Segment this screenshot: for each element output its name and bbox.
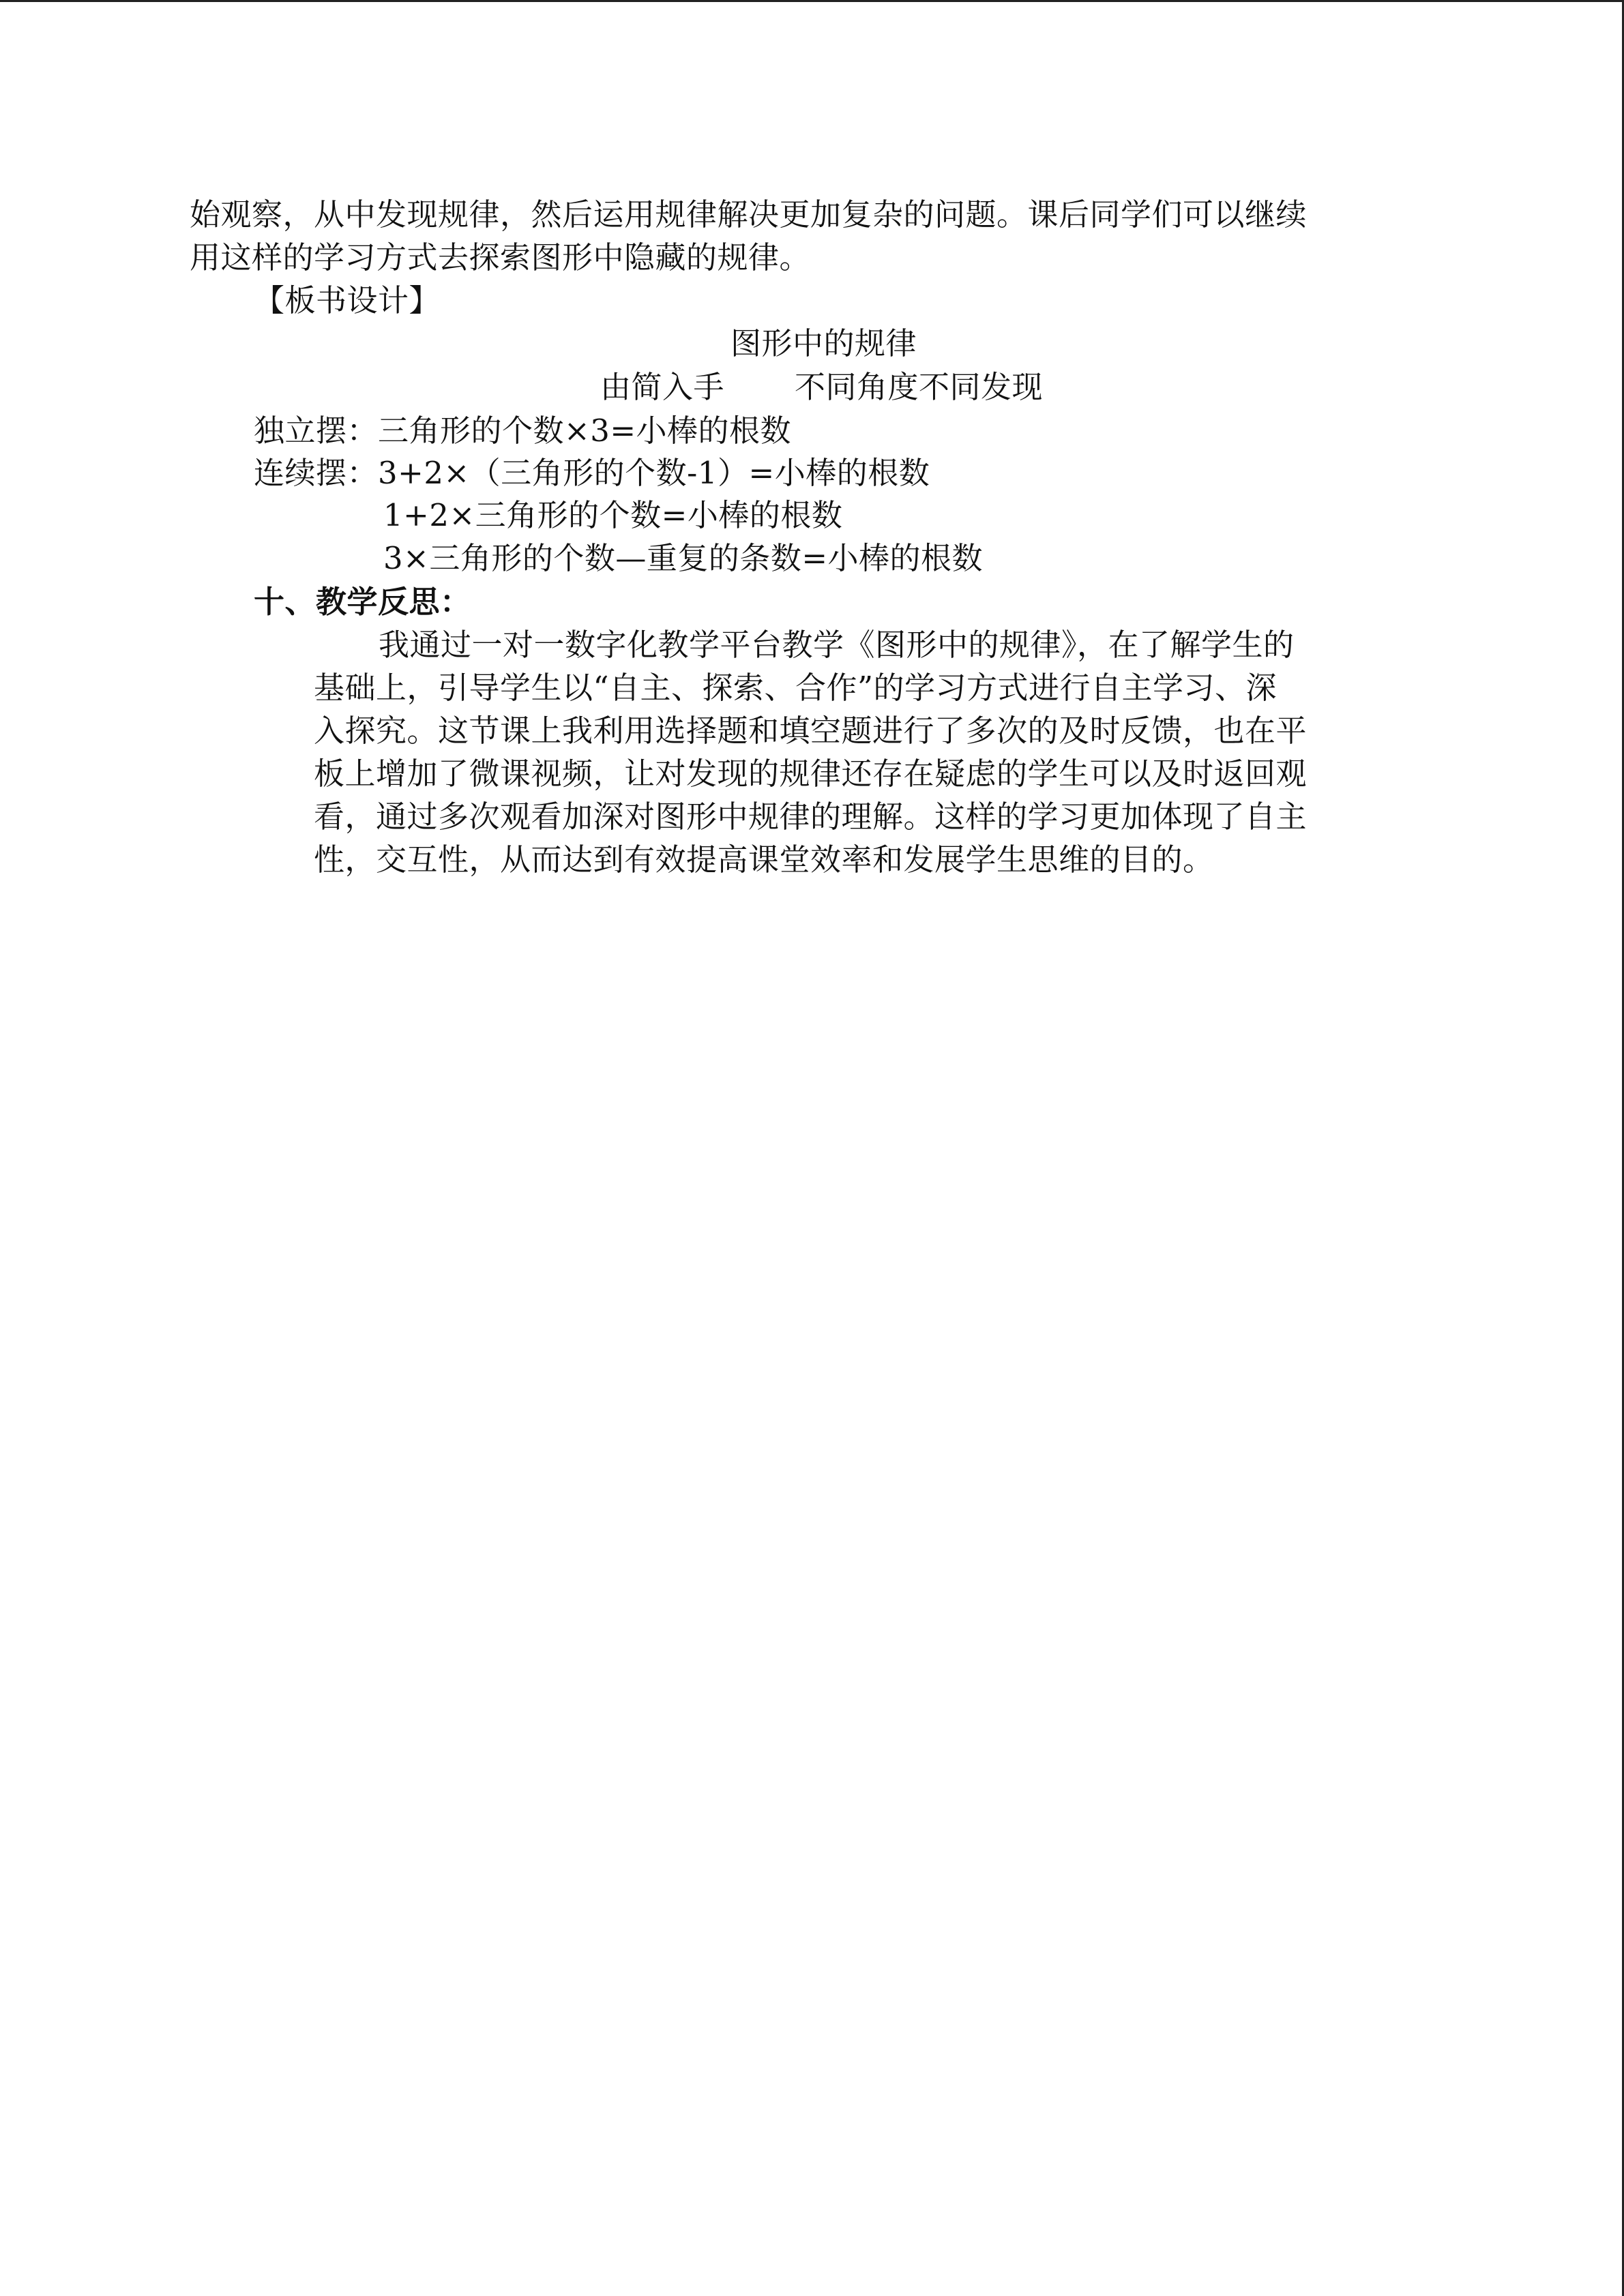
board-line-formula-2: 1+2×三角形的个数=小棒的根数	[383, 497, 843, 533]
reflection-line-3: 入探究。这节课上我利用选择题和填空题进行了多次的及时反馈，也在平	[314, 713, 1308, 749]
reflection-line-1: 我通过一对一数字化教学平台教学《图形中的规律》，在了解学生的	[379, 627, 1295, 663]
page-top-border	[0, 0, 1624, 2]
board-title: 图形中的规律	[730, 325, 917, 361]
reflection-line-5: 看，通过多次观看加深对图形中规律的理解。这样的学习更加体现了自主	[314, 799, 1308, 835]
board-line-formula-3: 3×三角形的个数—重复的条数=小棒的根数	[383, 540, 984, 576]
board-line-independent: 独立摆：三角形的个数×3=小棒的根数	[254, 413, 792, 449]
reflection-line-6: 性，交互性，从而达到有效提高课堂效率和发展学生思维的目的。	[314, 841, 1214, 878]
reflection-line-2: 基础上，引导学生以“自主、探索、合作”的学习方式进行自主学习、深	[314, 670, 1278, 706]
board-subtitle-right: 不同角度不同发现	[795, 369, 1044, 405]
board-line-continuous: 连续摆：3+2×（三角形的个数-1）=小棒的根数	[254, 455, 930, 491]
reflection-heading: 十、教学反思：	[254, 584, 471, 620]
board-subtitle-left: 由简入手	[600, 369, 725, 405]
intro-line-2: 用这样的学习方式去探索图形中隐藏的规律。	[190, 239, 811, 275]
reflection-line-4: 板上增加了微课视频，让对发现的规律还存在疑虑的学生可以及时返回观	[314, 756, 1308, 792]
intro-line-1: 始观察，从中发现规律，然后运用规律解决更加复杂的问题。课后同学们可以继续	[190, 196, 1308, 233]
board-design-heading: 【板书设计】	[254, 282, 441, 318]
